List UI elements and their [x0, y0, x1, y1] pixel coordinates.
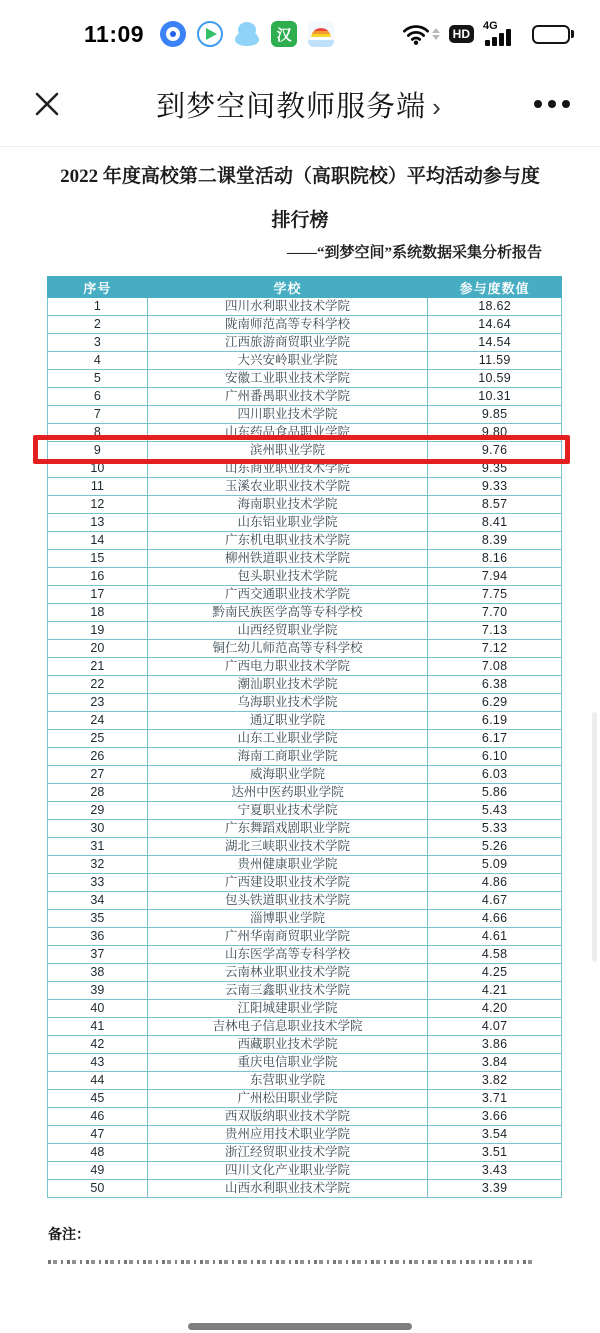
browser-app-icon [160, 21, 186, 47]
table-row [48, 298, 562, 316]
value-cell: 3.82 [428, 1072, 562, 1090]
value-cell: 6.19 [428, 712, 562, 730]
wifi-traffic-arrows-icon [432, 28, 440, 40]
rank-cell: 14 [48, 532, 148, 550]
table-row [48, 676, 562, 694]
table-row [48, 460, 562, 478]
network-type-label: 4G [483, 20, 498, 32]
rank-cell: 18 [48, 604, 148, 622]
value-cell: 6.03 [428, 766, 562, 784]
rank-cell: 15 [48, 550, 148, 568]
rank-cell: 5 [48, 370, 148, 388]
value-cell: 4.66 [428, 910, 562, 928]
school-cell: 滨州职业学院 [147, 442, 428, 460]
value-cell: 9.85 [428, 406, 562, 424]
school-cell: 陇南师范高等专科学校 [147, 316, 428, 334]
table-row [48, 1000, 562, 1018]
notification-icons [160, 21, 334, 47]
table-row [48, 1054, 562, 1072]
table-row [48, 1162, 562, 1180]
school-cell: 山东药品食品职业学院 [147, 424, 428, 442]
value-cell: 7.94 [428, 568, 562, 586]
rank-cell: 16 [48, 568, 148, 586]
value-cell: 4.07 [428, 1018, 562, 1036]
notes-clipped-line [48, 1260, 532, 1264]
rank-cell: 1 [48, 298, 148, 316]
school-cell: 淄博职业学院 [147, 910, 428, 928]
table-header-row [48, 277, 562, 298]
table-row [48, 928, 562, 946]
table-row [48, 550, 562, 568]
rank-cell: 35 [48, 910, 148, 928]
value-cell: 8.57 [428, 496, 562, 514]
value-cell: 5.09 [428, 856, 562, 874]
rank-cell: 11 [48, 478, 148, 496]
table-row [48, 1144, 562, 1162]
school-cell: 广西交通职业技术学院 [147, 586, 428, 604]
rank-cell: 23 [48, 694, 148, 712]
school-cell: 山东铝业职业学院 [147, 514, 428, 532]
rank-cell: 47 [48, 1126, 148, 1144]
school-cell: 山西水利职业技术学院 [147, 1180, 428, 1198]
school-cell: 玉溪农业职业技术学院 [147, 478, 428, 496]
value-cell: 5.26 [428, 838, 562, 856]
close-icon[interactable] [30, 87, 64, 121]
table-row [48, 982, 562, 1000]
table-row [48, 1072, 562, 1090]
school-cell: 四川水利职业技术学院 [147, 298, 428, 316]
value-cell: 18.62 [428, 298, 562, 316]
value-cell: 3.71 [428, 1090, 562, 1108]
rank-cell: 22 [48, 676, 148, 694]
header-rank: 序号 [48, 277, 148, 298]
table-row [48, 1090, 562, 1108]
ranking-table [47, 276, 562, 1198]
rank-cell: 39 [48, 982, 148, 1000]
value-cell: 14.64 [428, 316, 562, 334]
value-cell: 8.39 [428, 532, 562, 550]
rank-cell: 45 [48, 1090, 148, 1108]
school-cell: 海南工商职业学院 [147, 748, 428, 766]
school-cell: 柳州铁道职业技术学院 [147, 550, 428, 568]
school-cell: 江阳城建职业学院 [147, 1000, 428, 1018]
hanzi-app-icon: 汉 [271, 21, 297, 47]
rank-cell: 19 [48, 622, 148, 640]
school-cell: 湖北三峡职业技术学院 [147, 838, 428, 856]
school-cell: 贵州健康职业学院 [147, 856, 428, 874]
table-row [48, 478, 562, 496]
value-cell: 9.33 [428, 478, 562, 496]
rank-cell: 27 [48, 766, 148, 784]
rank-cell: 34 [48, 892, 148, 910]
table-row [48, 604, 562, 622]
value-cell: 7.08 [428, 658, 562, 676]
value-cell: 4.86 [428, 874, 562, 892]
rank-cell: 29 [48, 802, 148, 820]
value-cell: 14.54 [428, 334, 562, 352]
table-row [48, 388, 562, 406]
value-cell: 3.43 [428, 1162, 562, 1180]
school-cell: 乌海职业技术学院 [147, 694, 428, 712]
table-row [48, 586, 562, 604]
document-title-line2: 排行榜 [271, 210, 329, 231]
rank-cell: 26 [48, 748, 148, 766]
value-cell: 6.17 [428, 730, 562, 748]
table-row [48, 730, 562, 748]
nav-title-text: 到梦空间教师服务端 [156, 90, 427, 123]
school-cell: 吉林电子信息职业技术学院 [147, 1018, 428, 1036]
rank-cell: 40 [48, 1000, 148, 1018]
table-row [48, 442, 562, 460]
rank-cell: 2 [48, 316, 148, 334]
value-cell: 4.20 [428, 1000, 562, 1018]
value-cell: 7.12 [428, 640, 562, 658]
document-title-line1: 2022 年度高校第二课堂活动（高职院校）平均活动参与度 [60, 166, 540, 187]
table-row [48, 820, 562, 838]
school-cell: 广西电力职业技术学院 [147, 658, 428, 676]
rank-cell: 48 [48, 1144, 148, 1162]
table-row [48, 856, 562, 874]
rank-cell: 24 [48, 712, 148, 730]
table-row [48, 406, 562, 424]
school-cell: 西藏职业技术学院 [147, 1036, 428, 1054]
rank-cell: 12 [48, 496, 148, 514]
school-cell: 潮汕职业技术学院 [147, 676, 428, 694]
table-row [48, 352, 562, 370]
rank-cell: 25 [48, 730, 148, 748]
table-row [48, 964, 562, 982]
header-value: 参与度数值 [428, 277, 562, 298]
table-row [48, 748, 562, 766]
table-row [48, 712, 562, 730]
table-row [48, 370, 562, 388]
school-cell: 江西旅游商贸职业学院 [147, 334, 428, 352]
header-school: 学校 [147, 277, 428, 298]
rank-cell: 42 [48, 1036, 148, 1054]
rank-cell: 44 [48, 1072, 148, 1090]
rank-cell: 43 [48, 1054, 148, 1072]
document-body [0, 147, 600, 1264]
value-cell: 5.43 [428, 802, 562, 820]
value-cell: 10.31 [428, 388, 562, 406]
value-cell: 11.59 [428, 352, 562, 370]
rank-cell: 10 [48, 460, 148, 478]
document-subtitle: ——“到梦空间”系统数据采集分析报告 [286, 245, 542, 261]
school-cell: 广州华南商贸职业学院 [147, 928, 428, 946]
value-cell: 3.66 [428, 1108, 562, 1126]
table-row [48, 892, 562, 910]
status-indicators [402, 21, 574, 47]
school-cell: 黔南民族医学高等专科学校 [147, 604, 428, 622]
value-cell: 7.75 [428, 586, 562, 604]
value-cell: 9.76 [428, 442, 562, 460]
school-cell: 包头铁道职业技术学院 [147, 892, 428, 910]
status-bar [0, 0, 600, 62]
school-cell: 广州松田职业学院 [147, 1090, 428, 1108]
rank-cell: 3 [48, 334, 148, 352]
value-cell: 6.38 [428, 676, 562, 694]
value-cell: 9.35 [428, 460, 562, 478]
value-cell: 3.51 [428, 1144, 562, 1162]
chevron-right-icon: › [432, 91, 442, 122]
notes-label: 备注： [48, 1228, 90, 1243]
rank-cell: 37 [48, 946, 148, 964]
home-indicator[interactable] [188, 1323, 412, 1330]
school-cell: 四川文化产业职业学院 [147, 1162, 428, 1180]
value-cell: 6.29 [428, 694, 562, 712]
nav-title[interactable] [64, 84, 534, 125]
school-cell: 通辽职业学院 [147, 712, 428, 730]
table-row [48, 640, 562, 658]
value-cell: 5.86 [428, 784, 562, 802]
status-time: 11:09 [84, 20, 145, 47]
weather-app-icon [308, 21, 334, 47]
rank-cell: 31 [48, 838, 148, 856]
school-cell: 四川职业技术学院 [147, 406, 428, 424]
table-row [48, 1018, 562, 1036]
rank-cell: 49 [48, 1162, 148, 1180]
school-cell: 贵州应用技术职业学院 [147, 1126, 428, 1144]
school-cell: 大兴安岭职业学院 [147, 352, 428, 370]
rank-cell: 41 [48, 1018, 148, 1036]
school-cell: 山东商业职业技术学院 [147, 460, 428, 478]
rank-cell: 7 [48, 406, 148, 424]
battery-icon [532, 25, 574, 44]
scrollbar[interactable] [592, 712, 597, 962]
rank-cell: 32 [48, 856, 148, 874]
table-row [48, 334, 562, 352]
school-cell: 铜仁幼儿师范高等专科学校 [147, 640, 428, 658]
video-app-icon [197, 21, 223, 47]
table-row [48, 1126, 562, 1144]
value-cell: 6.10 [428, 748, 562, 766]
school-cell: 安徽工业职业技术学院 [147, 370, 428, 388]
table-body [48, 298, 562, 1198]
value-cell: 4.61 [428, 928, 562, 946]
rank-cell: 9 [48, 442, 148, 460]
rank-cell: 46 [48, 1108, 148, 1126]
table-row [48, 496, 562, 514]
school-cell: 广东机电职业技术学院 [147, 532, 428, 550]
table-row [48, 802, 562, 820]
value-cell: 8.16 [428, 550, 562, 568]
table-row [48, 316, 562, 334]
table-row [48, 874, 562, 892]
table-row [48, 946, 562, 964]
value-cell: 8.41 [428, 514, 562, 532]
rank-cell: 28 [48, 784, 148, 802]
school-cell: 云南林业职业技术学院 [147, 964, 428, 982]
school-cell: 重庆电信职业学院 [147, 1054, 428, 1072]
table-row [48, 568, 562, 586]
value-cell: 4.21 [428, 982, 562, 1000]
rank-cell: 36 [48, 928, 148, 946]
table-row [48, 514, 562, 532]
table-row [48, 532, 562, 550]
rank-cell: 8 [48, 424, 148, 442]
school-cell: 西双版纳职业技术学院 [147, 1108, 428, 1126]
rank-cell: 38 [48, 964, 148, 982]
rank-cell: 6 [48, 388, 148, 406]
value-cell: 10.59 [428, 370, 562, 388]
table-row [48, 694, 562, 712]
table-row [48, 658, 562, 676]
school-cell: 浙江经贸职业技术学院 [147, 1144, 428, 1162]
value-cell: 4.58 [428, 946, 562, 964]
value-cell: 7.13 [428, 622, 562, 640]
value-cell: 4.67 [428, 892, 562, 910]
rank-cell: 20 [48, 640, 148, 658]
table-row [48, 838, 562, 856]
value-cell: 5.33 [428, 820, 562, 838]
value-cell: 4.25 [428, 964, 562, 982]
rank-cell: 17 [48, 586, 148, 604]
school-cell: 达州中医药职业学院 [147, 784, 428, 802]
rank-cell: 33 [48, 874, 148, 892]
school-cell: 山东工业职业学院 [147, 730, 428, 748]
school-cell: 广州番禺职业技术学院 [147, 388, 428, 406]
table-row [48, 766, 562, 784]
value-cell: 3.86 [428, 1036, 562, 1054]
school-cell: 山西经贸职业学院 [147, 622, 428, 640]
rank-cell: 30 [48, 820, 148, 838]
school-cell: 包头职业技术学院 [147, 568, 428, 586]
school-cell: 山东医学高等专科学校 [147, 946, 428, 964]
school-cell: 海南职业技术学院 [147, 496, 428, 514]
table-row [48, 1180, 562, 1198]
rank-cell: 13 [48, 514, 148, 532]
nav-bar [0, 62, 600, 146]
qq-app-icon [234, 21, 260, 47]
table-row [48, 784, 562, 802]
table-row [48, 622, 562, 640]
school-cell: 广西建设职业技术学院 [147, 874, 428, 892]
value-cell: 3.84 [428, 1054, 562, 1072]
table-row [48, 910, 562, 928]
school-cell: 东营职业学院 [147, 1072, 428, 1090]
table-wrap [47, 276, 562, 1198]
value-cell: 9.80 [428, 424, 562, 442]
more-menu-icon[interactable] [534, 100, 570, 108]
value-cell: 7.70 [428, 604, 562, 622]
wifi-icon [402, 23, 440, 45]
table-row [48, 424, 562, 442]
rank-cell: 4 [48, 352, 148, 370]
school-cell: 广东舞蹈戏剧职业学院 [147, 820, 428, 838]
school-cell: 威海职业学院 [147, 766, 428, 784]
hd-badge-icon: HD [449, 25, 474, 43]
school-cell: 云南三鑫职业技术学院 [147, 982, 428, 1000]
value-cell: 3.54 [428, 1126, 562, 1144]
value-cell: 3.39 [428, 1180, 562, 1198]
table-row [48, 1036, 562, 1054]
school-cell: 宁夏职业技术学院 [147, 802, 428, 820]
rank-cell: 21 [48, 658, 148, 676]
rank-cell: 50 [48, 1180, 148, 1198]
cellular-signal-icon [483, 21, 523, 47]
table-row [48, 1108, 562, 1126]
